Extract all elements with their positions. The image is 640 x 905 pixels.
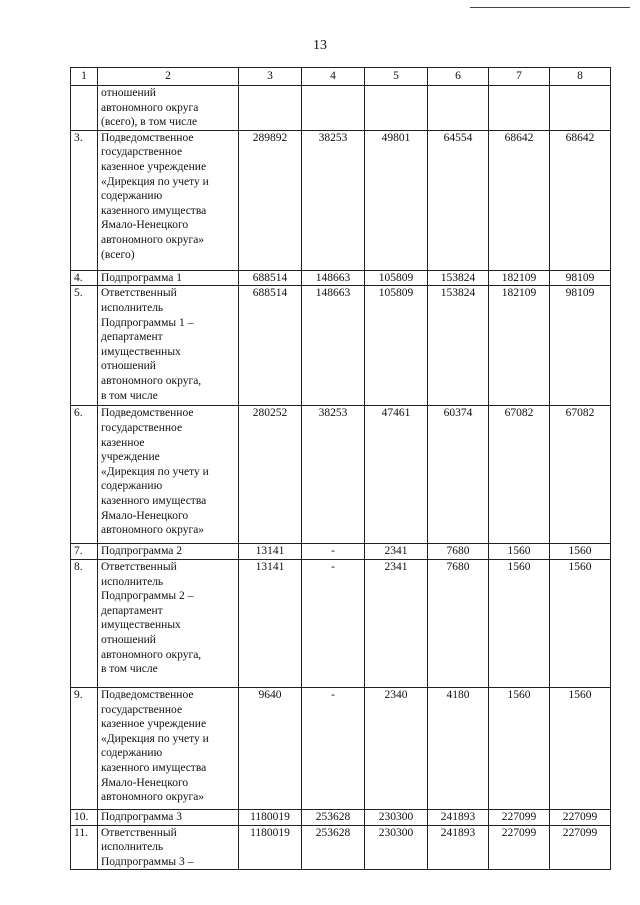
value-cell-v7: 1560 <box>489 544 550 560</box>
description-line: Ответственный <box>101 287 177 300</box>
value-cell-v8: 68642 <box>550 130 611 270</box>
value-cell-v6: 7680 <box>428 559 489 687</box>
row-number: 11. <box>71 825 98 870</box>
description-line: (всего) <box>101 248 135 261</box>
value-cell-v6: 153824 <box>428 286 489 406</box>
row-description <box>98 687 239 809</box>
value-cell-v8: 227099 <box>550 809 611 825</box>
column-header: 4 <box>302 68 365 86</box>
table-row <box>71 825 611 870</box>
column-header: 7 <box>489 68 550 86</box>
description-line: (всего), в том числе <box>101 116 198 129</box>
value-cell-v7: 227099 <box>489 825 550 870</box>
column-header: 3 <box>239 68 302 86</box>
row-number: 6. <box>71 406 98 544</box>
value-cell-v3: 13141 <box>239 559 302 687</box>
row-description <box>98 406 239 544</box>
table-row <box>71 406 611 544</box>
value-cell-v5: 2340 <box>365 687 428 809</box>
row-description <box>98 130 239 270</box>
page-number: 13 <box>313 38 327 53</box>
description-line: государственное <box>101 146 183 159</box>
description-line: «Дирекция по учету и <box>101 732 209 745</box>
value-cell-v6 <box>428 86 489 131</box>
row-description <box>98 809 239 825</box>
row-description <box>98 286 239 406</box>
description-line: Подведомственное <box>101 688 194 701</box>
value-cell-v6: 241893 <box>428 825 489 870</box>
table-header-row <box>71 68 611 86</box>
value-cell-v3: 280252 <box>239 406 302 544</box>
value-cell-v3: 688514 <box>239 286 302 406</box>
table-row <box>71 544 611 560</box>
value-cell-v7: 1560 <box>489 687 550 809</box>
table-row <box>71 559 611 687</box>
value-cell-v6: 241893 <box>428 809 489 825</box>
description-line: исполнитель <box>101 841 164 854</box>
description-line: в том числе <box>101 663 158 676</box>
description-line: автономного округа, <box>101 374 202 387</box>
top-rule <box>470 7 630 8</box>
row-number: 4. <box>71 270 98 286</box>
value-cell-v8: 227099 <box>550 825 611 870</box>
description-line: Подпрограмма 3 <box>101 810 183 823</box>
column-header: 5 <box>365 68 428 86</box>
value-cell-v4: 38253 <box>302 130 365 270</box>
description-line: Ответственный <box>101 826 177 839</box>
value-cell-v4: 253628 <box>302 825 365 870</box>
value-cell-v5: 49801 <box>365 130 428 270</box>
description-line: казенное учреждение <box>101 160 207 173</box>
row-description <box>98 544 239 560</box>
description-line: департамент <box>101 604 163 617</box>
value-cell-v7: 182109 <box>489 286 550 406</box>
value-cell-v8: 1560 <box>550 544 611 560</box>
description-line: государственное <box>101 421 183 434</box>
value-cell-v5: 230300 <box>365 825 428 870</box>
row-number: 5. <box>71 286 98 406</box>
value-cell-v4: 253628 <box>302 809 365 825</box>
description-line: Ямало-Ненецкого <box>101 776 189 789</box>
value-cell-v3: 13141 <box>239 544 302 560</box>
description-line: Подпрограммы 2 – <box>101 590 194 603</box>
value-cell-v4: 148663 <box>302 270 365 286</box>
value-cell-v7 <box>489 86 550 131</box>
value-cell-v3: 688514 <box>239 270 302 286</box>
value-cell-v6: 60374 <box>428 406 489 544</box>
row-number: 9. <box>71 687 98 809</box>
value-cell-v7: 67082 <box>489 406 550 544</box>
row-description <box>98 825 239 870</box>
value-cell-v8: 67082 <box>550 406 611 544</box>
description-line: Ответственный <box>101 560 177 573</box>
column-header: 1 <box>71 68 98 86</box>
column-header: 2 <box>98 68 239 86</box>
value-cell-v5: 230300 <box>365 809 428 825</box>
description-line: автономного округа <box>101 101 199 114</box>
value-cell-v4: 38253 <box>302 406 365 544</box>
column-header: 6 <box>428 68 489 86</box>
description-line: Подпрограмма 2 <box>101 545 183 558</box>
value-cell-v8: 1560 <box>550 687 611 809</box>
description-line: имущественных <box>101 619 181 632</box>
description-line: исполнитель <box>101 301 164 314</box>
value-cell-v5: 2341 <box>365 559 428 687</box>
description-line: содержанию <box>101 747 163 760</box>
description-line: содержанию <box>101 480 163 493</box>
value-cell-v4: - <box>302 687 365 809</box>
description-line: государственное <box>101 703 183 716</box>
table-row <box>71 130 611 270</box>
row-number <box>71 86 98 131</box>
description-line: Ямало-Ненецкого <box>101 509 189 522</box>
description-line: содержанию <box>101 190 163 203</box>
description-line: казенное учреждение <box>101 718 207 731</box>
description-line: «Дирекция по учету и <box>101 175 209 188</box>
value-cell-v8: 98109 <box>550 270 611 286</box>
value-cell-v4 <box>302 86 365 131</box>
row-description <box>98 86 239 131</box>
description-line: «Дирекция по учету и <box>101 465 209 478</box>
value-cell-v7: 227099 <box>489 809 550 825</box>
value-cell-v5: 105809 <box>365 286 428 406</box>
row-number: 8. <box>71 559 98 687</box>
value-cell-v5 <box>365 86 428 131</box>
value-cell-v6: 64554 <box>428 130 489 270</box>
value-cell-v8 <box>550 86 611 131</box>
value-cell-v8: 1560 <box>550 559 611 687</box>
description-line: департамент <box>101 331 163 344</box>
description-line: казенное <box>101 436 145 449</box>
value-cell-v6: 7680 <box>428 544 489 560</box>
row-description <box>98 270 239 286</box>
description-line: Подведомственное <box>101 131 194 144</box>
value-cell-v4: - <box>302 544 365 560</box>
description-line: Подпрограммы 1 – <box>101 316 194 329</box>
value-cell-v8: 98109 <box>550 286 611 406</box>
value-cell-v5: 2341 <box>365 544 428 560</box>
value-cell-v7: 1560 <box>489 559 550 687</box>
description-line: Подведомственное <box>101 407 194 420</box>
value-cell-v3: 9640 <box>239 687 302 809</box>
value-cell-v4: 148663 <box>302 286 365 406</box>
value-cell-v3: 1180019 <box>239 825 302 870</box>
description-line: имущественных <box>101 345 181 358</box>
description-line: Ямало-Ненецкого <box>101 219 189 232</box>
value-cell-v6: 153824 <box>428 270 489 286</box>
value-cell-v4: - <box>302 559 365 687</box>
description-line: учреждение <box>101 451 160 464</box>
description-line: исполнитель <box>101 575 164 588</box>
row-description <box>98 559 239 687</box>
value-cell-v3: 289892 <box>239 130 302 270</box>
value-cell-v3: 1180019 <box>239 809 302 825</box>
value-cell-v5: 47461 <box>365 406 428 544</box>
description-line: отношений <box>101 87 156 99</box>
value-cell-v6: 4180 <box>428 687 489 809</box>
table-row <box>71 809 611 825</box>
description-line: казенного имущества <box>101 204 207 217</box>
table-row <box>71 286 611 406</box>
description-line: автономного округа» <box>101 524 205 537</box>
value-cell-v7: 68642 <box>489 130 550 270</box>
description-line: казенного имущества <box>101 761 207 774</box>
description-line: в том числе <box>101 389 158 402</box>
row-number: 7. <box>71 544 98 560</box>
description-line: Подпрограммы 3 – <box>101 855 194 868</box>
description-line: автономного округа» <box>101 791 205 804</box>
column-header: 8 <box>550 68 611 86</box>
value-cell-v7: 182109 <box>489 270 550 286</box>
description-line: отношений <box>101 360 156 373</box>
description-line: казенного имущества <box>101 494 207 507</box>
description-line: Подпрограмма 1 <box>101 271 183 284</box>
table-row <box>71 86 611 131</box>
table-row <box>71 687 611 809</box>
value-cell-v3 <box>239 86 302 131</box>
description-line: автономного округа, <box>101 648 202 661</box>
row-number: 3. <box>71 130 98 270</box>
budget-table <box>70 67 611 870</box>
description-line: отношений <box>101 633 156 646</box>
row-number: 10. <box>71 809 98 825</box>
value-cell-v5: 105809 <box>365 270 428 286</box>
table-row <box>71 270 611 286</box>
description-line: автономного округа» <box>101 233 205 246</box>
